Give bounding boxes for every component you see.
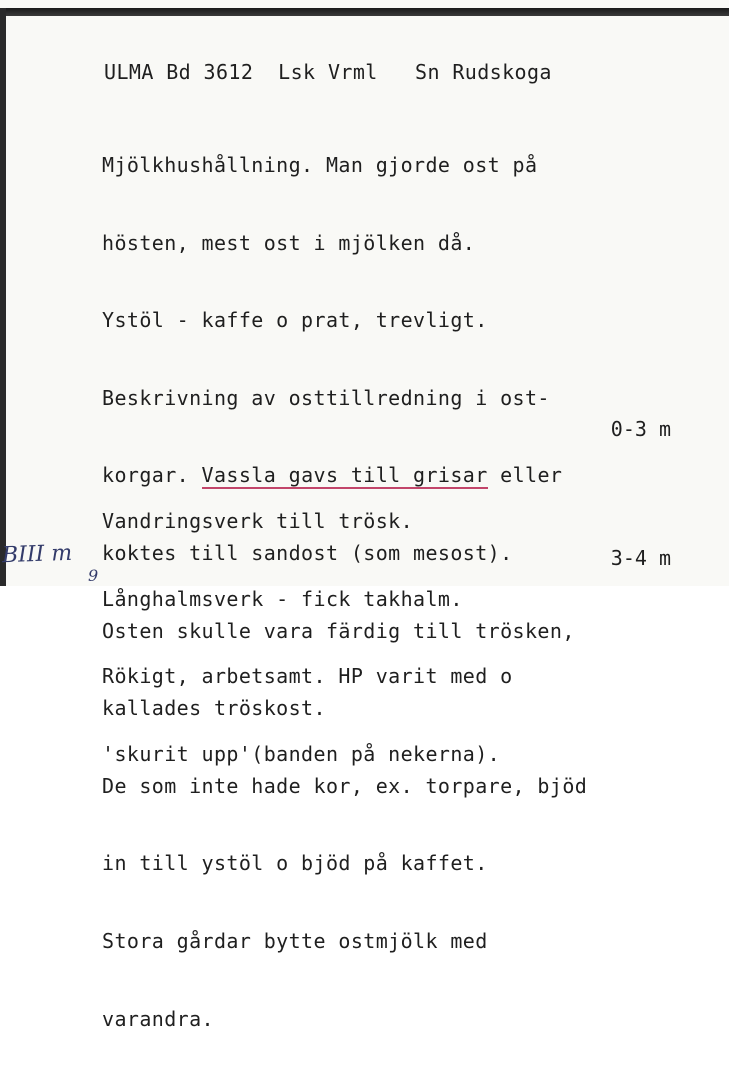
text-line: koktes till sandost (som mesost). bbox=[102, 540, 513, 565]
text-line: Beskrivning av osttillredning i ost- bbox=[102, 385, 550, 410]
text-line: Ystöl - kaffe o prat, trevligt. bbox=[102, 308, 488, 333]
card-header: ULMA Bd 3612 Lsk Vrml Sn Rudskoga bbox=[104, 60, 552, 84]
time-marker-2: 3-4 m bbox=[610, 546, 671, 570]
margin-note: BIII m bbox=[1, 540, 73, 569]
text-fragment: korgar. bbox=[102, 463, 190, 488]
margin-note-sub: 9 bbox=[88, 566, 99, 585]
text-line: in till ystöl o bjöd på kaffet. bbox=[102, 851, 488, 876]
text-line: kallades tröskost. bbox=[102, 696, 326, 721]
text-line: Osten skulle vara färdig till trösken, bbox=[102, 618, 575, 643]
text-line: hösten, mest ost i mjölken då. bbox=[102, 230, 476, 255]
text-line: varandra. bbox=[102, 1006, 214, 1031]
text-line: Stora gårdar bytte ostmjölk med bbox=[102, 928, 488, 953]
time-marker-1: 0-3 m bbox=[610, 417, 671, 441]
text-line: De som inte hade kor, ex. torpare, bjöd bbox=[102, 773, 588, 798]
card-left-edge bbox=[0, 8, 6, 586]
text-line: Mjölkhushållning. Man gjorde ost på bbox=[102, 153, 538, 177]
underlined-phrase: Vassla gavs till grisar bbox=[201, 463, 488, 488]
text-line: 'skurit upp'(banden på nekerna). bbox=[102, 741, 501, 766]
card-top-edge bbox=[0, 8, 729, 16]
second-text-block bbox=[102, 461, 513, 819]
text-line: Långhalmsverk - fick takhalm. bbox=[102, 586, 463, 611]
text-line: Vandringsverk till trösk. bbox=[102, 509, 414, 533]
text-line: Rökigt, arbetsamt. HP varit med o bbox=[102, 664, 513, 689]
text-fragment: eller bbox=[500, 463, 563, 488]
